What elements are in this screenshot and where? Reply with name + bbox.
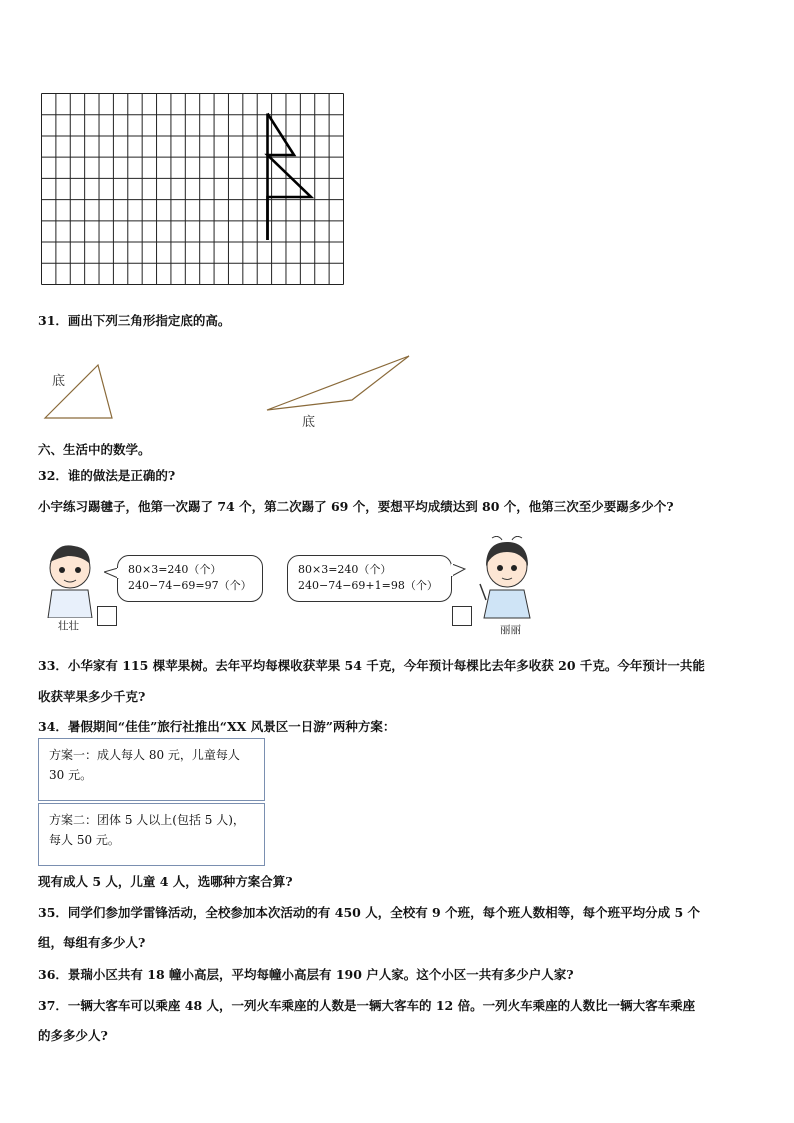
boy-bubble-tail	[104, 568, 120, 580]
boy-answer-box[interactable]	[97, 606, 117, 626]
girl-answer-box[interactable]	[452, 606, 472, 626]
girl-bubble-line1: 80×3=240（个）	[298, 563, 392, 576]
q35-line2: 组，每组有多少人?	[38, 935, 146, 950]
girl-bubble-tail	[450, 564, 466, 578]
q32-title: 32．谁的做法是正确的?	[38, 468, 176, 483]
boy-name: 壮壮	[58, 620, 79, 632]
triangle-2	[262, 350, 417, 430]
triangle-2-base-label: 底	[302, 415, 316, 430]
q34-title: 34．暑假期间“佳佳”旅行社推出“XX 风景区一日游”两种方案：	[38, 719, 396, 734]
q34-plan2-box	[38, 803, 265, 866]
girl-speech-bubble	[287, 555, 452, 602]
girl-bubble-line2: 240−74−69+1=98（个）	[298, 579, 438, 592]
q37-line2: 的多多少人?	[38, 1028, 108, 1043]
q34-plan1-box	[38, 738, 265, 801]
grid-lines	[42, 94, 344, 285]
boy-bubble-line1: 80×3=240（个）	[128, 563, 222, 576]
section6-title: 六、生活中的数学。	[38, 442, 151, 457]
q34-question: 现有成人 5 人，儿童 4 人，选哪种方案合算?	[38, 874, 293, 889]
triangle-1	[40, 355, 120, 425]
triangle-1-base-label: 底	[52, 374, 66, 389]
q35-line1: 35．同学们参加学雷锋活动，全校参加本次活动的有 450 人，全校有 9 个班，每个班人数相等，每个班平均分成 5 个	[38, 905, 700, 920]
q36-text: 36．景瑞小区共有 18 幢小高层，平均每幢小高层有 190 户人家。这个小区一共有多少户人家?	[38, 967, 574, 982]
boy-bubble-line2: 240−74−69=97（个）	[128, 579, 252, 592]
q34-plan1-text: 方案一：成人每人 80 元，儿童每人 30 元。	[49, 748, 240, 782]
girl-name: 丽丽	[500, 624, 521, 636]
boy-speech-bubble	[117, 555, 263, 602]
q33-line2: 收获苹果多少千克?	[38, 689, 146, 704]
q32-problem: 小宇练习踢毽子，他第一次踢了 74 个，第二次踢了 69 个，要想平均成绩达到 80 个，他第三次至少要踢多少个?	[38, 499, 674, 514]
q37-line1: 37．一辆大客车可以乘座 48 人，一列火车乘座的人数是一辆大客车的 12 倍。一列火车乘座的人数比一辆大客车乘座	[38, 998, 696, 1013]
q31-text: 31．画出下列三角形指定底的高。	[38, 313, 231, 328]
girl-illustration	[472, 536, 542, 621]
q33-line1: 33．小华家有 115 棵苹果树。去年平均每棵收获苹果 54 千克，今年预计每棵比去年多收获 20 千克。今年预计一共能	[38, 658, 705, 673]
q34-plan2-text: 方案二：团体 5 人以上(包括 5 人)，每人 50 元。	[49, 813, 245, 847]
grid-figure	[40, 92, 345, 286]
